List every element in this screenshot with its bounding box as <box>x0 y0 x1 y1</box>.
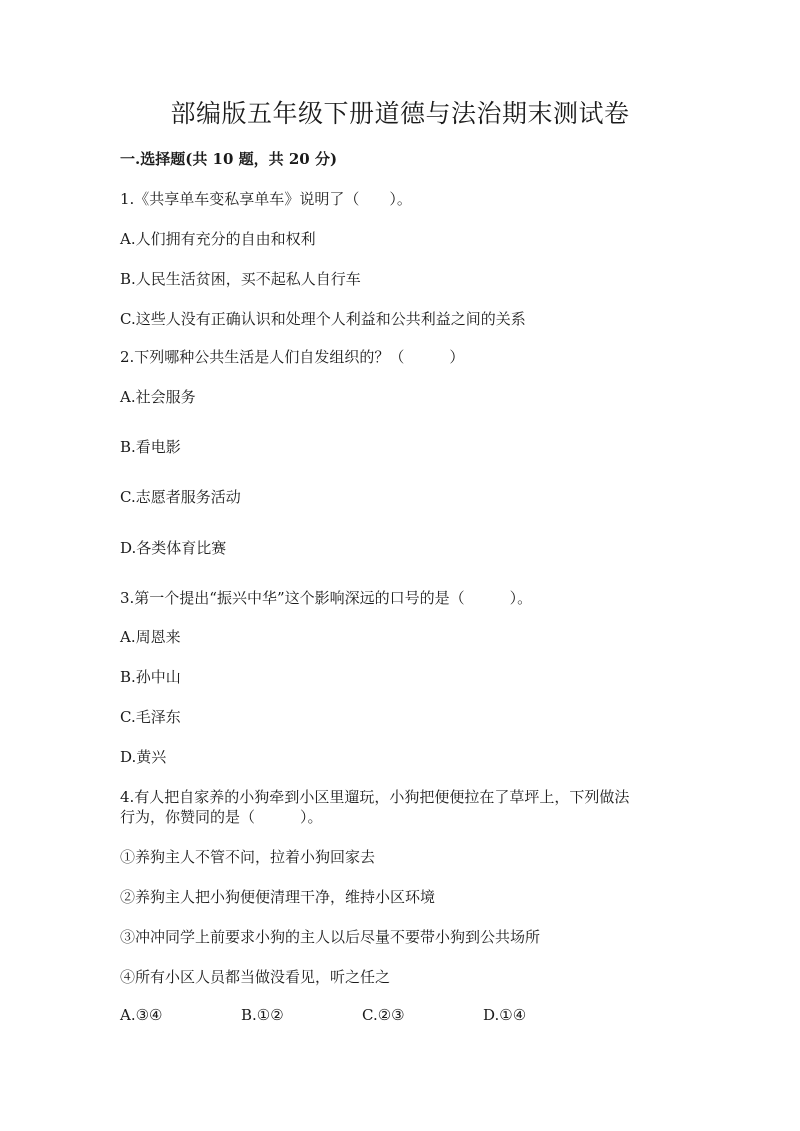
question-1-option-a: A.人们拥有充分的自由和权利 <box>120 230 316 248</box>
question-4-statement-2: ②养狗主人把小狗便便清理干净，维持小区环境 <box>120 888 436 906</box>
question-3-option-d: D.黄兴 <box>120 748 167 766</box>
question-2-option-a: A.社会服务 <box>120 388 196 406</box>
question-4-choice-b: B.①② <box>241 1006 284 1024</box>
question-2-option-b: B.看电影 <box>120 438 181 456</box>
question-4-statement-4: ④所有小区人员都当做没看见，听之任之 <box>120 968 391 986</box>
question-2-option-d: D.各类体育比赛 <box>120 539 227 557</box>
question-3-option-c: C.毛泽东 <box>120 708 181 726</box>
question-4-statement-3: ③冲冲同学上前要求小狗的主人以后尽量不要带小狗到公共场所 <box>120 928 541 946</box>
question-1-option-b: B.人民生活贫困，买不起私人自行车 <box>120 270 361 288</box>
question-4-choice-c: C.②③ <box>362 1006 405 1024</box>
question-2-option-c: C.志愿者服务活动 <box>120 488 241 506</box>
question-3-option-a: A.周恩来 <box>120 628 181 646</box>
question-3-option-b: B.孙中山 <box>120 668 181 686</box>
question-3-stem: 3.第一个提出“振兴中华”这个影响深远的口号的是（ ）。 <box>120 589 533 607</box>
exam-title: 部编版五年级下册道德与法治期末测试卷 <box>170 99 630 128</box>
question-4-stem-line-2: 行为，你赞同的是（ ）。 <box>120 808 323 826</box>
section-heading: 一.选择题(共 10 题，共 20 分) <box>120 150 338 168</box>
question-4-statement-1: ①养狗主人不管不问，拉着小狗回家去 <box>120 848 376 866</box>
question-1-stem: 1.《共享单车变私享单车》说明了（ ）。 <box>120 190 412 208</box>
question-1-option-c: C.这些人没有正确认识和处理个人利益和公共利益之间的关系 <box>120 310 526 328</box>
question-4-stem-line-1: 4.有人把自家养的小狗牵到小区里遛玩，小狗把便便拉在了草坪上，下列做法 <box>120 788 630 806</box>
question-2-stem: 2.下列哪种公共生活是人们自发组织的？（ ） <box>120 348 465 366</box>
question-4-choice-a: A.③④ <box>120 1006 163 1024</box>
question-4-choice-d: D.①④ <box>483 1006 527 1024</box>
